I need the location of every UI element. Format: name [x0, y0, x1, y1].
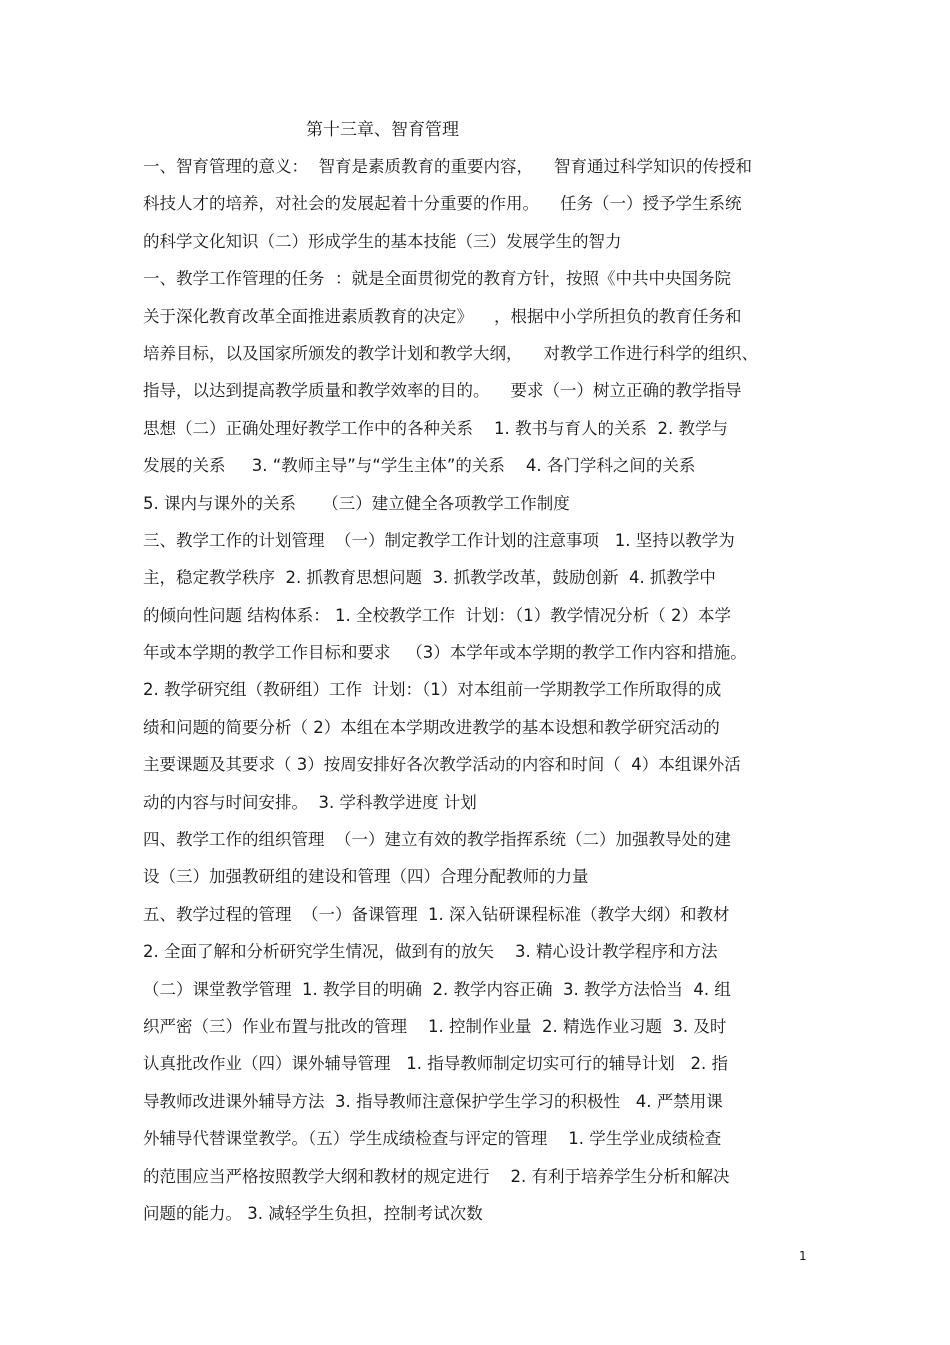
document-body — [143, 148, 808, 1232]
text-line: 动的内容与时间安排。 3. 学科教学进度 计划 — [143, 792, 477, 812]
text-line: 2. 全面了解和分析研究学生情况，做到有的放矢 3. 精心设计教学程序和方法 — [143, 942, 718, 962]
text-line: 科技人才的培养，对社会的发展起着十分重要的作用。 任务（一）授予学生系统 — [143, 194, 742, 214]
text-line: 织严密（三）作业布置与批改的管理 1. 控制作业量 2. 精选作业习题 3. 及时 — [143, 1016, 727, 1036]
page-number: 1 — [799, 1249, 807, 1263]
text-line: 三、教学工作的计划管理 （一）制定教学工作计划的注意事项 1. 坚持以教学为 — [143, 530, 735, 550]
text-line: 思想（二）正确处理好教学工作中的各种关系 1. 教书与育人的关系 2. 教学与 — [143, 418, 728, 438]
text-line: 四、教学工作的组织管理 （一）建立有效的教学指挥系统（二）加强教导处的建 — [143, 830, 731, 850]
text-line: 问题的能力。 3. 减轻学生负担，控制考试次数 — [143, 1203, 483, 1223]
text-line: 的科学文化知识（二）形成学生的基本技能（三）发展学生的智力 — [143, 231, 622, 251]
text-line: （二）课堂教学管理 1. 教学目的明确 2. 教学内容正确 3. 教学方法恰当 4. 组 — [143, 979, 731, 999]
text-line: 培养目标，以及国家所颁发的教学计划和教学大纲， 对教学工作进行科学的组织、 — [143, 343, 758, 363]
text-line: 的范围应当严格按照教学大纲和教材的规定进行 2. 有利于培养学生分析和解决 — [143, 1166, 730, 1186]
text-line: 主，稳定教学秩序 2. 抓教育思想问题 3. 抓教学改革，鼓励创新 4. 抓教学中 — [143, 568, 716, 588]
text-line: 一、教学工作管理的任务 ：就是全面贯彻党的教育方针，按照《中共中央国务院 — [143, 269, 731, 289]
text-line: 发展的关系 3. “教师主导”与“学生主体”的关系 4. 各门学科之间的关系 — [143, 456, 696, 476]
text-line: 五、教学过程的管理 （一）备课管理 1. 深入钻研课程标准（教学大纲）和教材 — [143, 904, 730, 924]
text-line: 指导，以达到提高教学质量和教学效率的目的。 要求（一）树立正确的教学指导 — [143, 381, 742, 401]
text-line: 一、智育管理的意义： 智育是素质教育的重要内容， 智育通过科学知识的传授和 — [143, 157, 752, 176]
text-line: 设（三）加强教研组的建设和管理（四）合理分配教师的力量 — [143, 867, 589, 887]
chapter-title: 第十三章、智育管理 — [306, 120, 459, 140]
text-line: 主要课题及其要求（ 3）按周安排好各次教学活动的内容和时间（ 4）本组课外活 — [143, 755, 741, 775]
text-line: 关于深化教育改革全面推进素质教育的决定》 ，根据中小学所担负的教育任务和 — [143, 306, 742, 326]
text-line: 5. 课内与课外的关系 （三）建立健全各项教学工作制度 — [143, 493, 570, 513]
text-line: 导教师改进课外辅导方法 3. 指导教师注意保护学生学习的积极性 4. 严禁用课 — [143, 1091, 723, 1111]
text-line: 的倾向性问题 结构体系： 1. 全校教学工作 计划：（1）教学情况分析（ 2）本学 — [143, 605, 731, 625]
text-line: 绩和问题的简要分析（ 2）本组在本学期改进教学的基本设想和教学研究活动的 — [143, 717, 720, 737]
text-line: 认真批改作业（四）课外辅导管理 1. 指导教师制定切实可行的辅导计划 2. 指 — [143, 1054, 728, 1074]
text-line: 年或本学期的教学工作目标和要求 （3）本学年或本学期的教学工作内容和措施。 — [143, 643, 747, 663]
text-line: 外辅导代替课堂教学。（五）学生成绩检查与评定的管理 1. 学生学业成绩检查 — [143, 1129, 722, 1149]
text-line: 2. 教学研究组（教研组）工作 计划：（1）对本组前一学期教学工作所取得的成 — [143, 680, 722, 700]
